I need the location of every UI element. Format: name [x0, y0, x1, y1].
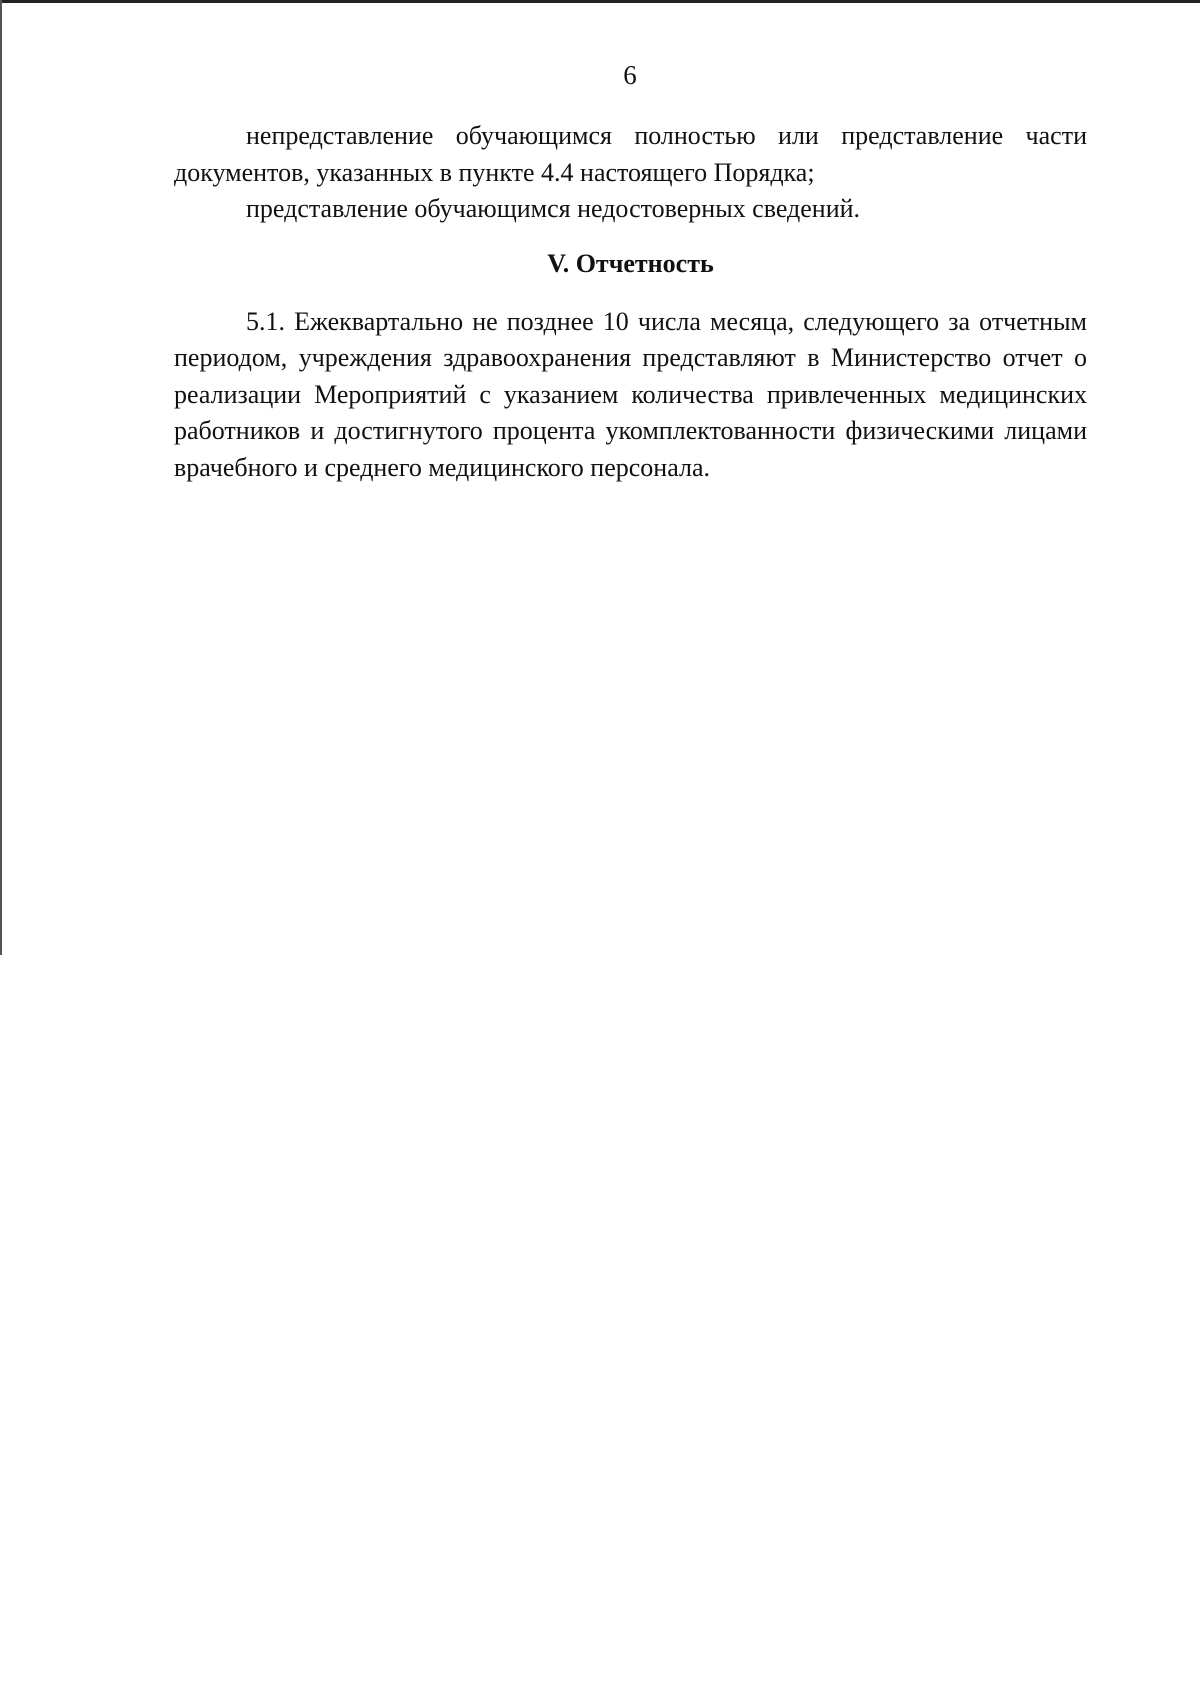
scan-edge-top	[0, 0, 1200, 3]
document-body	[174, 118, 1087, 486]
paragraph-false-info: представление обучающимся недостоверных сведений.	[246, 194, 861, 223]
scan-edge-left	[0, 0, 2, 955]
section-heading: V. Отчетность	[547, 248, 714, 278]
paragraph-reporting: 5.1. Ежеквартально не позднее 10 числа месяца, следующего за отчетным периодом, учреждения здравоохранения представляют в Министерство отчет о реализации Мероприятий с указанием количества привлеченных медицинских работников и достигнутого процента укомплектованности физическими лицами врачебного и среднего медицинского персонала.	[174, 306, 1087, 482]
paragraph-nonsubmission: непредставление обучающимся полностью или представление части документов, указанных в пункте 4.4 настоящего Порядка;	[174, 121, 1087, 187]
page-number: 6	[623, 60, 637, 90]
